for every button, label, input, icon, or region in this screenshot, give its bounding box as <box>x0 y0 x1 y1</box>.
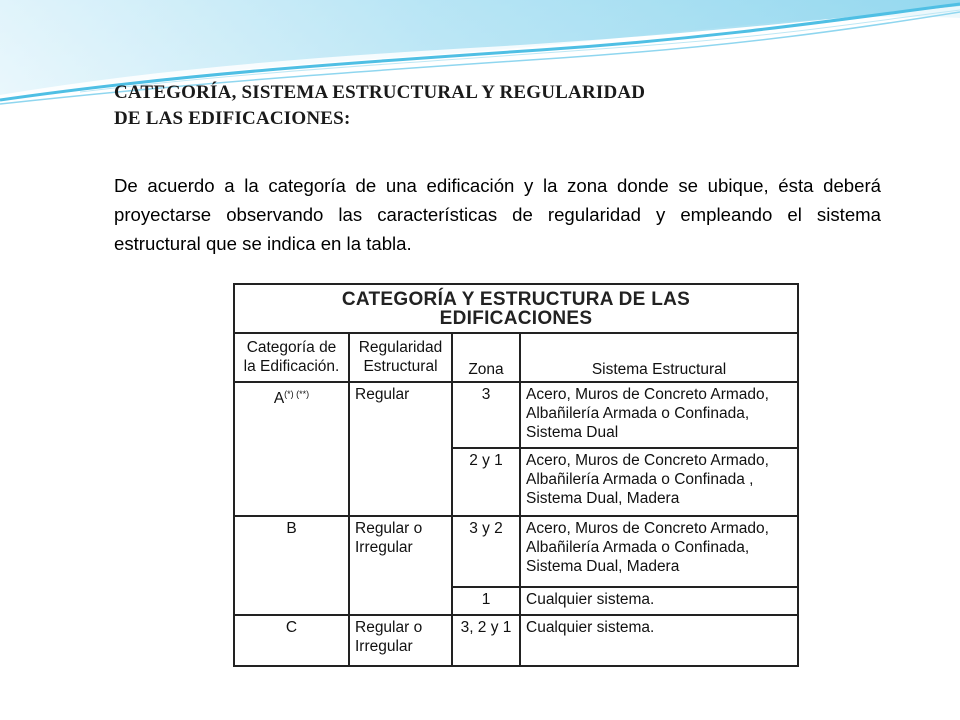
header-regularidad-line-2: Estructural <box>363 358 438 376</box>
slide-heading <box>114 80 874 132</box>
heading-line-2: DE LAS EDIFICACIONES: <box>114 108 351 129</box>
cell-zone-b2: 1 <box>452 587 520 615</box>
cell-zone-c1: 3, 2 y 1 <box>452 615 520 666</box>
cell-zone-a1: 3 <box>452 382 520 448</box>
table-title-line-1: CATEGORÍA Y ESTRUCTURA DE LAS <box>341 288 691 310</box>
header-categoria-line-1: Categoría de <box>246 339 337 357</box>
header-zona: Zona <box>452 333 520 381</box>
cell-regularity-a: Regular <box>349 382 452 517</box>
table-title <box>234 284 798 333</box>
cell-system-b2: Cualquier sistema. <box>520 587 798 615</box>
header-sistema: Sistema Estructural <box>520 333 798 381</box>
header-categoria <box>234 333 349 381</box>
structure-table-image <box>233 283 797 667</box>
category-a-label: A <box>273 389 285 407</box>
body-paragraph: De acuerdo a la categoría de una edificación y la zona donde se ubique, ésta deberá proyectarse observando las características de regularidad y empleando el sistema estructural que se indica en la tabla. <box>114 175 881 254</box>
category-structure-table <box>233 283 799 667</box>
cell-system-b1: Acero, Muros de Concreto Armado, Albañilería Armada o Confinada, Sistema Dual, Madera <box>520 516 798 586</box>
category-a-note: (*) (**) <box>284 388 310 399</box>
cell-category-a <box>234 382 349 517</box>
cell-category-c: C <box>234 615 349 666</box>
cell-category-b: B <box>234 516 349 615</box>
cell-regularity-c: Regular o Irregular <box>349 615 452 666</box>
heading-line-1: CATEGORÍA, SISTEMA ESTRUCTURAL Y REGULARIDAD <box>114 82 646 103</box>
cell-zone-a2: 2 y 1 <box>452 448 520 516</box>
cell-system-a2: Acero, Muros de Concreto Armado, Albañilería Armada o Confinada , Sistema Dual, Madera <box>520 448 798 516</box>
table-title-line-2: EDIFICACIONES <box>439 307 593 329</box>
cell-system-c1: Cualquier sistema. <box>520 615 798 666</box>
cell-zone-b1: 3 y 2 <box>452 516 520 586</box>
header-regularidad <box>349 333 452 381</box>
cell-system-a1: Acero, Muros de Concreto Armado, Albañilería Armada o Confinada, Sistema Dual <box>520 382 798 448</box>
header-regularidad-line-1: Regularidad <box>358 339 443 357</box>
cell-regularity-b: Regular o Irregular <box>349 516 452 615</box>
header-categoria-line-2: la Edificación. <box>243 358 340 376</box>
